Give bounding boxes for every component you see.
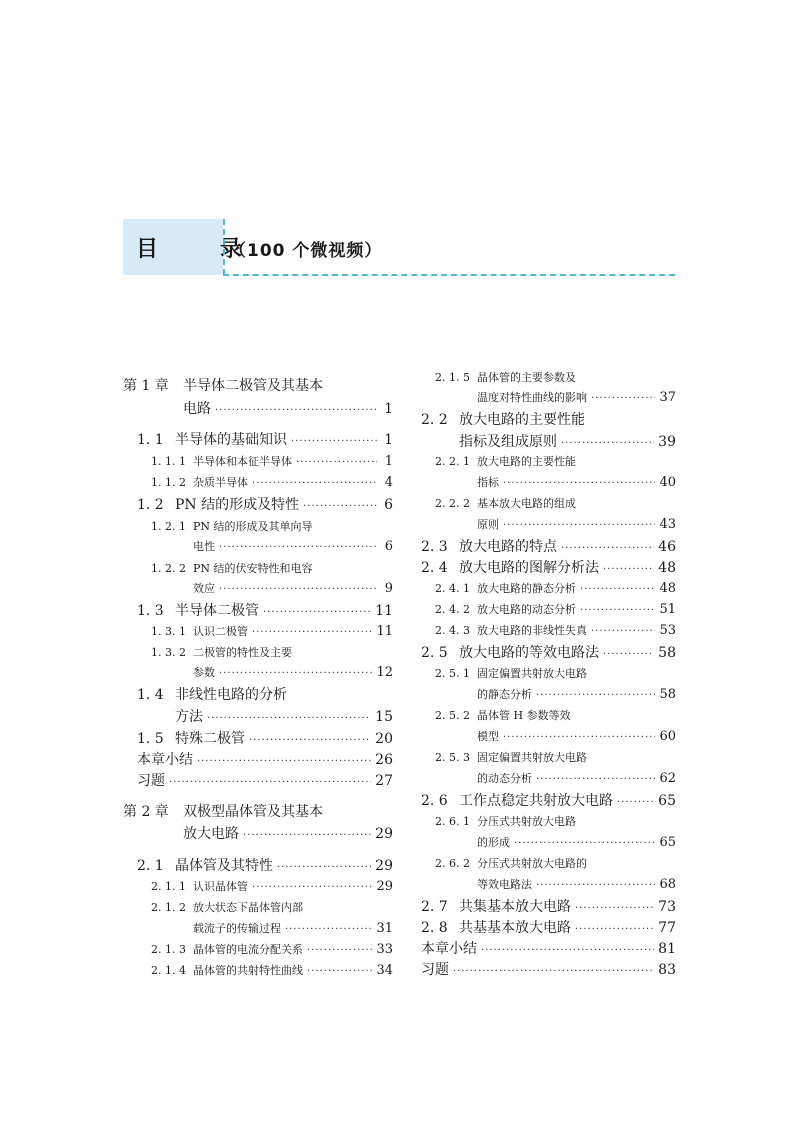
subsection-title-cont: 参数 [193,666,215,679]
leader-dots [249,735,371,746]
section-title: 共集基本放大电路 [459,899,571,915]
toc-subsection-2-6-1[interactable] [435,813,676,829]
leader-dots [536,690,655,701]
toc-subsection-2-1-2-cont[interactable] [193,920,393,936]
page-number: 11 [376,624,393,639]
subsection-number: 1. 1. 2 [151,476,186,489]
toc-section-2-2-cont[interactable] [459,431,676,451]
section-title: 半导体的基础知识 [175,432,287,448]
summary-title: 本章小结 [137,752,193,768]
subsection-number: 2. 5. 2 [435,709,470,722]
page-number: 81 [658,941,676,957]
leader-dots [252,478,377,489]
subsection-title: 晶体管的共射特性曲线 [193,964,303,977]
page-number: 31 [376,921,393,936]
section-number: 1. 3 [137,603,164,619]
toc-subsection-1-1-1[interactable] [151,453,393,469]
toc-subsection-1-1-2[interactable] [151,474,393,490]
subsection-title-cont: 电性 [193,540,215,553]
page-number: 20 [375,731,393,747]
page-number: 6 [384,497,393,513]
page-number: 1 [384,454,393,469]
leader-dots [219,668,372,679]
toc-chapter-1-summary[interactable] [137,749,393,769]
toc-subsection-2-1-3[interactable] [151,941,393,957]
leader-dots [580,605,655,616]
subsection-number: 2. 5. 1 [435,667,470,680]
leader-dots [603,564,654,575]
subsection-number: 2. 1. 2 [151,901,186,914]
subsection-title: 认识晶体管 [193,880,248,893]
section-number: 2. 2 [421,412,448,428]
subsection-number: 1. 2. 2 [151,562,186,575]
subsection-number: 2. 4. 3 [435,624,470,637]
page-number: 48 [658,560,676,576]
toc-subsection-1-3-1[interactable] [151,623,393,639]
toc-chapter-1[interactable] [123,375,393,395]
page-number: 1 [384,401,393,417]
subsection-title: 分压式共射放大电路 [477,815,576,828]
toc-chapter-2-cont[interactable] [183,823,393,843]
leader-dots [303,501,377,512]
subsection-title: 固定偏置共射放大电路 [477,667,587,680]
chapter-title-cont: 放大电路 [183,826,239,842]
section-number: 1. 5 [137,731,164,747]
toc-subsection-2-4-1[interactable] [435,580,676,596]
subsection-title-cont: 温度对特性曲线的影响 [477,391,587,404]
page-number: 4 [384,475,393,490]
chapter-number: 第 2 章 [123,804,169,820]
chapter-title: 半导体二极管及其基本 [183,378,323,394]
subsection-number: 2. 1. 3 [151,943,186,956]
leader-dots [291,436,377,447]
leader-dots [591,626,655,637]
section-title: 半导体二极管 [175,603,259,619]
toc-section-1-5[interactable] [137,728,393,748]
toc-subsection-2-1-5[interactable] [435,369,676,385]
subsection-number: 2. 2. 2 [435,497,470,510]
subsection-title-cont: 等效电路法 [477,878,532,891]
toc-subsection-1-2-2-cont[interactable] [193,580,393,596]
subsection-number: 1. 1. 1 [151,455,186,468]
page-number: 48 [659,581,676,596]
subsection-number: 2. 1. 5 [435,371,470,384]
page-number: 46 [658,539,676,555]
page-number: 60 [659,729,676,744]
toc-subsection-2-5-2-cont[interactable] [477,728,676,744]
exercises-title: 习题 [137,773,165,789]
subsection-title-cont: 原则 [477,518,499,531]
subsection-title: 晶体管的主要参数及 [477,371,576,384]
page-number: 83 [658,962,676,978]
toc-subsection-2-5-3-cont[interactable] [477,770,676,786]
leader-dots [252,882,372,893]
section-number: 2. 7 [421,899,448,915]
subsection-title: 晶体管的电流分配关系 [193,943,303,956]
leader-dots [169,777,371,788]
leader-dots [243,830,371,841]
subsection-title: PN 结的形成及其单向导 [193,520,313,533]
toc-subsection-2-1-4[interactable] [151,962,393,978]
page-number: 29 [375,826,393,842]
leader-dots [580,584,655,595]
leader-dots [603,649,654,660]
toc-subsection-2-1-5-cont[interactable] [477,389,676,405]
subsection-number: 2. 6. 1 [435,815,470,828]
subsection-title: 认识二极管 [193,625,248,638]
leader-dots [536,880,655,891]
page-number: 65 [658,793,676,809]
subsection-number: 2. 4. 1 [435,582,470,595]
section-title-cont: 指标及组成原则 [459,434,557,450]
page-number: 73 [658,899,676,915]
toc-subsection-2-4-3[interactable] [435,622,676,638]
section-title: 特殊二极管 [175,731,245,747]
leader-dots [252,627,372,638]
toc-subsection-2-6-2[interactable] [435,855,676,871]
toc-subsection-1-3-2-cont[interactable] [193,664,393,680]
leader-dots [307,966,372,977]
toc-subsection-2-2-2[interactable] [435,495,676,511]
toc-section-2-5[interactable] [421,642,676,662]
section-number: 2. 6 [421,793,448,809]
toc-chapter-1-cont[interactable] [183,398,393,418]
page-number: 1 [384,432,393,448]
leader-dots [307,945,372,956]
page-number: 15 [375,709,393,725]
page-number: 29 [376,879,393,894]
toc-section-2-6[interactable] [421,790,676,810]
toc-subsection-2-2-1[interactable] [435,453,676,469]
subsection-number: 2. 2. 1 [435,455,470,468]
toc-section-2-2[interactable] [421,409,676,429]
leader-dots [219,542,377,553]
section-title: 放大电路的特点 [459,539,557,555]
section-title: 非线性电路的分析 [175,687,287,703]
subsection-title-cont: 模型 [477,730,499,743]
leader-dots [503,478,655,489]
section-number: 2. 8 [421,920,448,936]
leader-dots [197,756,371,767]
toc-subsection-2-5-2[interactable] [435,707,676,723]
leader-dots [481,945,654,956]
section-title: 晶体管及其特性 [175,858,273,874]
toc-subsection-2-6-2-cont[interactable] [477,876,676,892]
toc-chapter-2-exercises[interactable] [421,959,676,979]
subsection-title-cont: 指标 [477,476,499,489]
toc-section-2-1[interactable] [137,855,393,875]
toc-chapter-1-exercises[interactable] [137,770,393,790]
subsection-title: 基本放大电路的组成 [477,497,576,510]
page-number: 77 [658,920,676,936]
toc-section-1-4-cont[interactable] [175,706,393,726]
subsection-number: 2. 1. 1 [151,880,186,893]
subsection-title-cont: 载流子的传输过程 [193,922,281,935]
leader-dots [453,966,654,977]
leader-dots [285,924,372,935]
section-title: 共基基本放大电路 [459,920,571,936]
section-number: 2. 5 [421,645,448,661]
leader-dots [561,543,654,554]
toc-chapter-2[interactable] [123,801,393,821]
toc-subsection-2-5-1-cont[interactable] [477,686,676,702]
toc-subsection-2-1-2[interactable] [151,899,393,915]
page-number: 65 [659,835,676,850]
page-number: 58 [658,645,676,661]
header-divider-horizontal [223,274,675,276]
toc-section-2-8[interactable] [421,917,676,937]
toc-subsection-1-3-2[interactable] [151,644,393,660]
subsection-number: 2. 1. 4 [151,964,186,977]
page-number: 11 [375,603,393,619]
leader-dots [219,584,377,595]
toc-subsection-2-5-3[interactable] [435,749,676,765]
page-number: 33 [376,942,393,957]
toc-subsection-2-5-1[interactable] [435,665,676,681]
leader-dots [536,774,655,785]
leader-dots [503,520,655,531]
toc-subsection-2-4-2[interactable] [435,601,676,617]
section-number: 1. 1 [137,432,164,448]
page-number: 37 [659,390,676,405]
leader-dots [575,903,654,914]
leader-dots [591,393,655,404]
page-number: 43 [659,517,676,532]
toc-section-2-4[interactable] [421,557,676,577]
section-number: 2. 1 [137,858,164,874]
page-number: 29 [375,858,393,874]
page-number: 58 [659,687,676,702]
leader-dots [617,797,654,808]
toc-subsection-2-2-1-cont[interactable] [477,474,676,490]
leader-dots [503,732,655,743]
section-title: 放大电路的图解分析法 [459,560,599,576]
section-title: 放大电路的主要性能 [459,412,585,428]
page-number: 51 [659,602,676,617]
section-title: 放大电路的等效电路法 [459,645,599,661]
subsection-number: 2. 4. 2 [435,603,470,616]
chapter-title: 双极型晶体管及其基本 [183,804,323,820]
section-title: PN 结的形成及特性 [175,497,300,513]
subsection-title: PN 结的伏安特性和电容 [193,562,313,575]
subsection-title: 放大电路的非线性失真 [477,624,587,637]
page-number: 39 [658,434,676,450]
subsection-title: 分压式共射放大电路的 [477,857,587,870]
subsection-title: 固定偏置共射放大电路 [477,751,587,764]
page-number: 68 [659,877,676,892]
page-number: 53 [659,623,676,638]
subsection-number: 2. 5. 3 [435,751,470,764]
subsection-title: 放大状态下晶体管内部 [193,901,303,914]
subsection-title-cont: 效应 [193,582,215,595]
toc-title: 目 录 [136,237,263,262]
toc-subsection-2-1-1[interactable] [151,878,393,894]
leader-dots [277,862,371,873]
toc-subsection-2-2-2-cont[interactable] [477,516,676,532]
page-number: 26 [375,752,393,768]
section-number: 1. 4 [137,687,164,703]
section-number: 1. 2 [137,497,164,513]
subsection-title-cont: 的静态分析 [477,688,532,701]
subsection-title-cont: 的形成 [477,836,510,849]
leader-dots [514,838,655,849]
summary-title: 本章小结 [421,941,477,957]
exercises-title: 习题 [421,962,449,978]
subsection-title: 放大电路的静态分析 [477,582,576,595]
section-title: 工作点稳定共射放大电路 [459,793,613,809]
section-number: 2. 4 [421,560,448,576]
leader-dots [263,607,371,618]
page-number: 12 [376,665,393,680]
subsection-title-cont: 的动态分析 [477,772,532,785]
leader-dots [207,713,371,724]
chapter-title-cont: 电路 [183,401,211,417]
page-number: 40 [659,475,676,490]
toc-subsection-1-2-1[interactable] [151,518,393,534]
toc-section-2-3[interactable] [421,536,676,556]
section-number: 2. 3 [421,539,448,555]
chapter-number: 第 1 章 [123,378,169,394]
toc-chapter-2-summary[interactable] [421,938,676,958]
leader-dots [215,405,377,416]
leader-dots [575,924,654,935]
subsection-title: 放大电路的主要性能 [477,455,576,468]
subsection-title: 杂质半导体 [193,476,248,489]
subsection-number: 1. 2. 1 [151,520,186,533]
section-title-cont: 方法 [175,709,203,725]
subsection-number: 2. 6. 2 [435,857,470,870]
toc-section-2-7[interactable] [421,896,676,916]
subsection-title: 二极管的特性及主要 [193,646,292,659]
toc-subsection-1-2-2[interactable] [151,560,393,576]
toc-subsection-1-2-1-cont[interactable] [193,538,393,554]
header-divider-vertical [223,219,225,275]
toc-subsection-2-6-1-cont[interactable] [477,834,676,850]
page-number: 27 [375,773,393,789]
subsection-number: 1. 3. 2 [151,646,186,659]
subsection-title: 放大电路的动态分析 [477,603,576,616]
toc-section-1-2[interactable] [137,494,393,514]
toc-section-1-1[interactable] [137,429,393,449]
page-number: 62 [659,771,676,786]
subsection-number: 1. 3. 1 [151,625,186,638]
toc-section-1-4[interactable] [137,684,393,704]
page-number: 9 [384,581,393,596]
leader-dots [561,438,654,449]
toc-section-1-3[interactable] [137,600,393,620]
page-number: 34 [376,963,393,978]
subsection-title: 半导体和本征半导体 [193,455,292,468]
subsection-title: 晶体管 H 参数等效 [477,709,571,722]
page-number: 6 [384,539,393,554]
leader-dots [296,457,377,468]
toc-subtitle: （100 个微视频） [229,241,383,261]
